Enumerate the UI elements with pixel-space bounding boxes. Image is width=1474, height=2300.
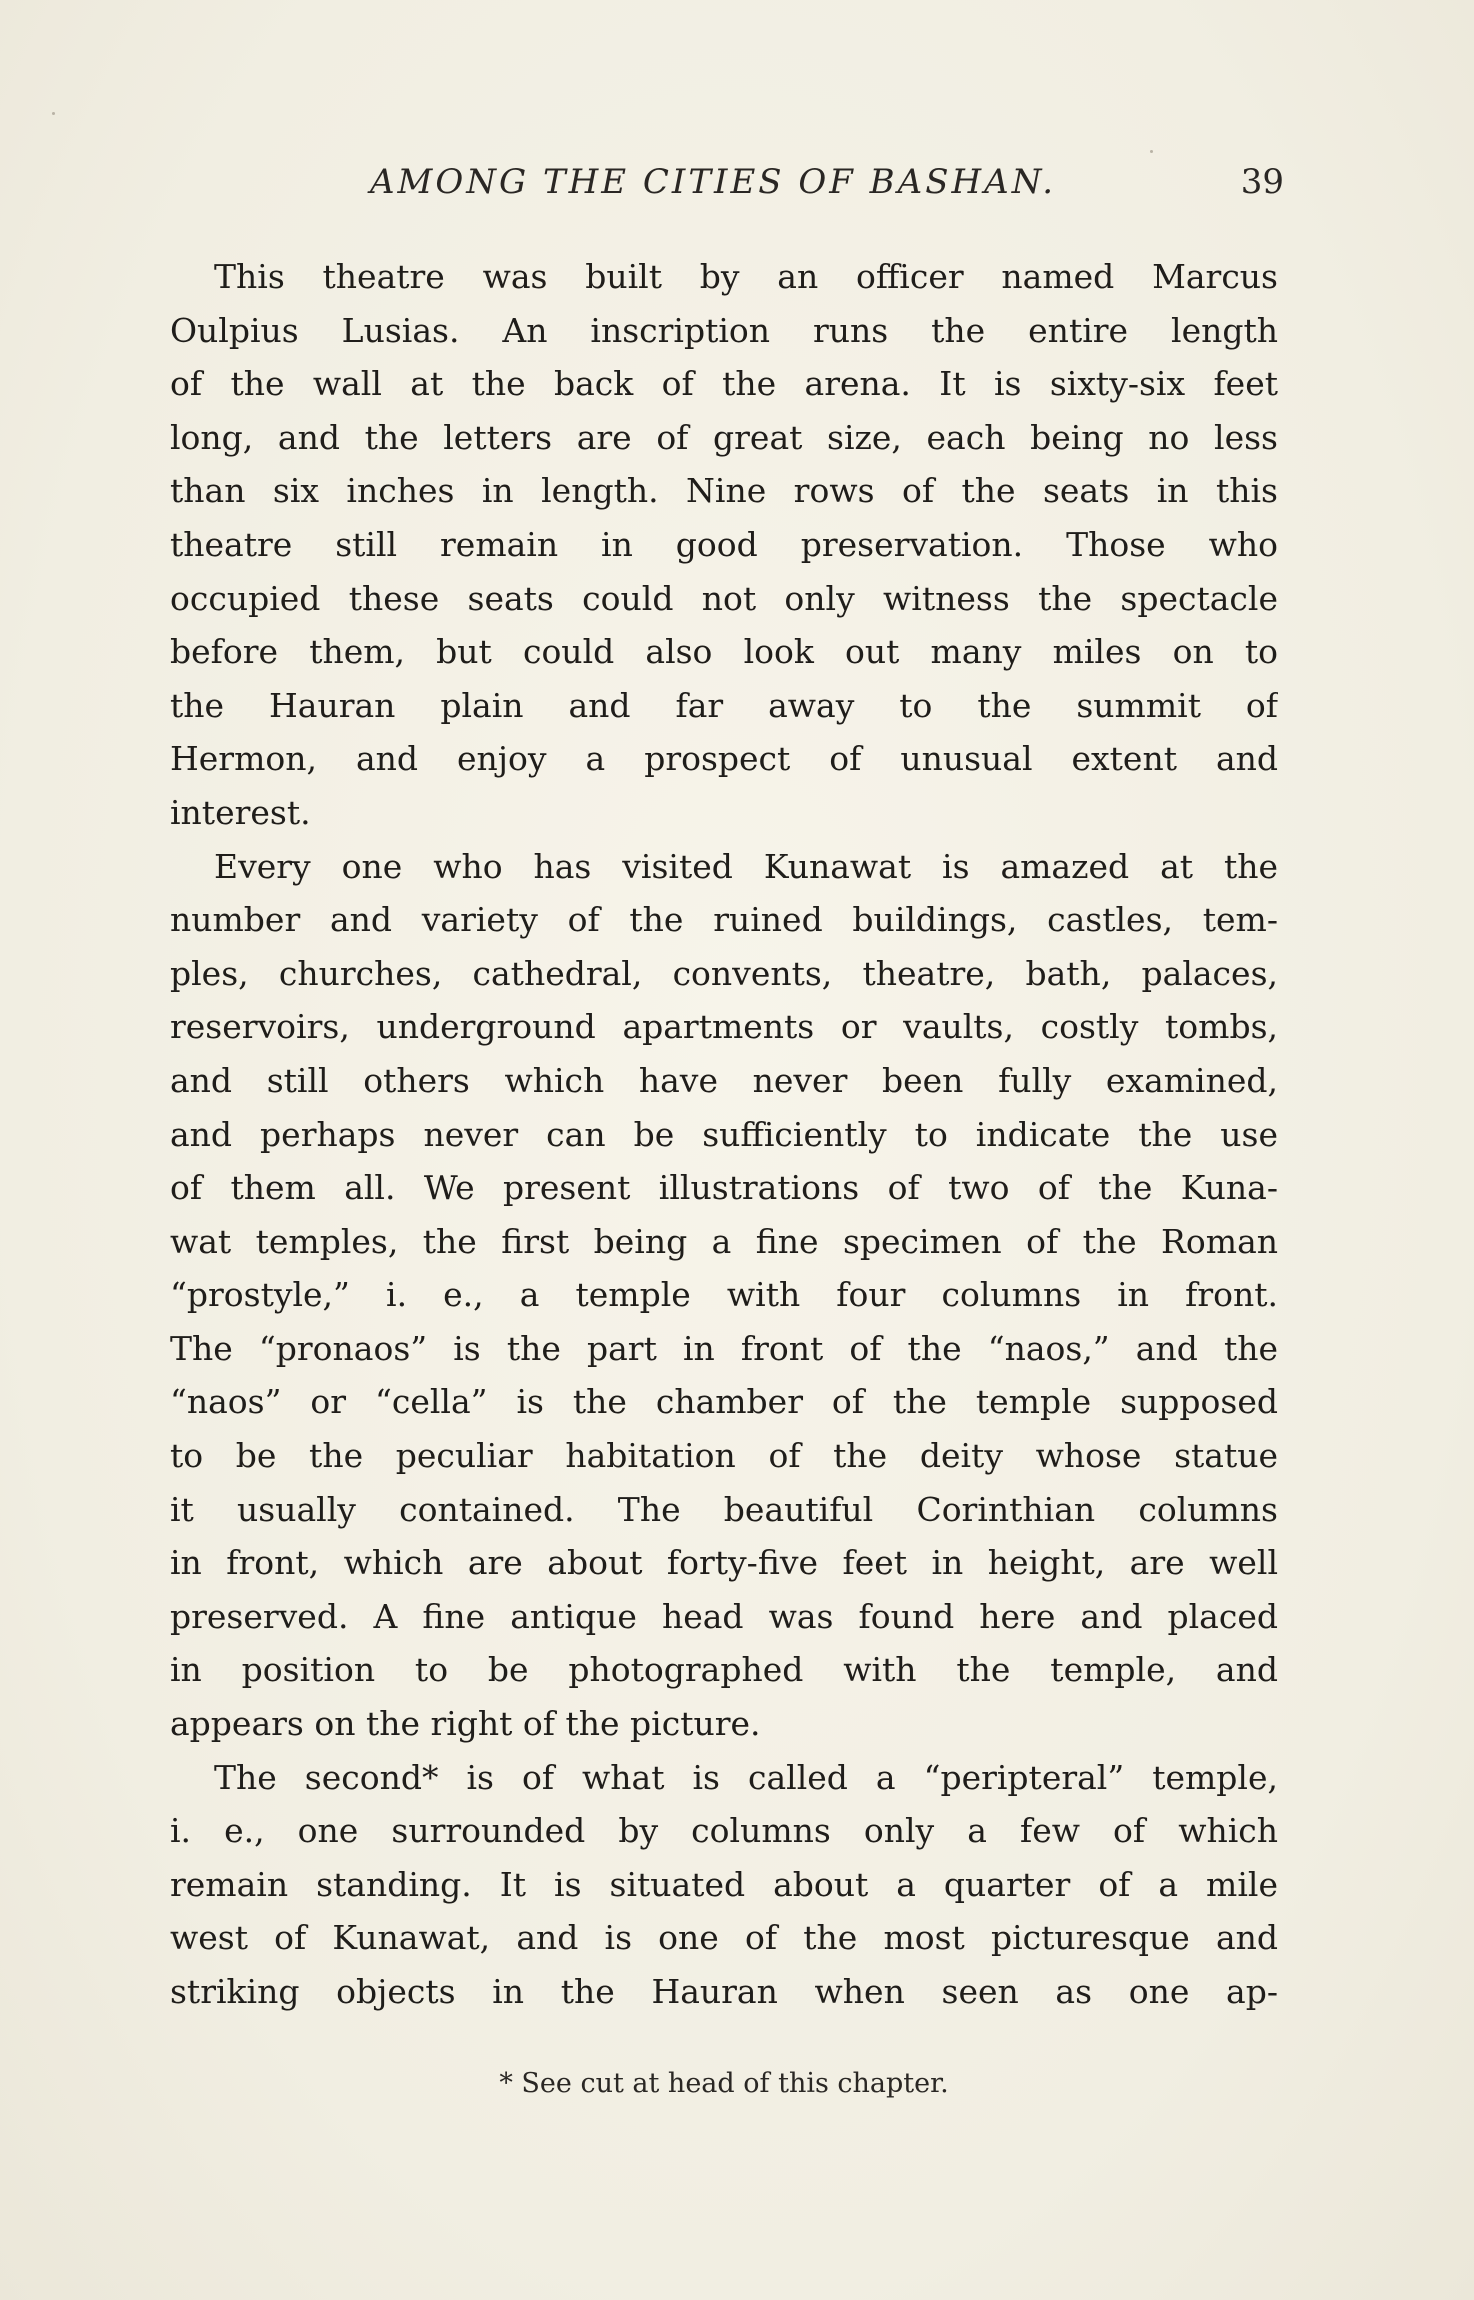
text-line: This theatre was built by an officer named Marcus [214,257,1278,296]
text-line: The “pronaos” is the part in front of the “naos,” and the [170,1328,1278,1368]
text-line: before them, but could also look out many miles on to [170,632,1278,672]
text-line: appears on the right of the picture. [170,1704,761,1744]
text-line: Every one who has visited Kunawat is amazed at the [214,846,1278,886]
text-line: the Hauran plain and far away to the summit of [170,685,1278,725]
text-line: preserved. A fine antique head was found here and placed [170,1596,1278,1636]
text-line: ples, churches, cathedral, convents, theatre, bath, palaces, [170,953,1278,993]
text-line: of the wall at the back of the arena. It is sixty-six feet [170,364,1278,404]
running-header [170,162,1288,212]
text-line: “prostyle,” i. e., a temple with four columns in front. [170,1275,1278,1315]
text-line: number and variety of the ruined buildings, castles, tem- [170,900,1278,940]
text-line: theatre still remain in good preservation. Those who [170,524,1278,564]
text-line: and perhaps never can be sufficiently to indicate the use [170,1114,1278,1154]
text-line: The second* is of what is called a “peripteral” temple, [214,1757,1278,1797]
text-line: striking objects in the Hauran when seen as one ap- [170,1972,1278,2011]
text-line: it usually contained. The beautiful Corinthian columns [170,1489,1278,1529]
text-line: “naos” or “cella” is the chamber of the temple supposed [170,1382,1278,1422]
running-title: AMONG THE CITIES OF BASHAN. [370,162,1057,202]
text-line: remain standing. It is situated about a quarter of a mile [170,1864,1278,1904]
text-line: Hermon, and enjoy a prospect of unusual extent and [170,739,1278,779]
text-line: wat temples, the first being a fine specimen of the Roman [170,1221,1278,1261]
text-line: to be the peculiar habitation of the deity whose statue [170,1436,1278,1476]
text-line: Oulpius Lusias. An inscription runs the entire length [170,310,1278,350]
text-line: occupied these seats could not only witness the spectacle [170,578,1278,618]
text-line: in front, which are about forty-five feet in height, are well [170,1543,1278,1583]
text-line: interest. [170,792,311,832]
body-text [170,250,1278,2019]
paper-speck [1150,150,1153,153]
text-line: in position to be photographed with the temple, and [170,1650,1278,1690]
text-line: than six inches in length. Nine rows of the seats in this [170,471,1278,511]
text-line: i. e., one surrounded by columns only a few of which [170,1811,1278,1851]
text-line: reservoirs, underground apartments or vaults, costly tombs, [170,1007,1278,1047]
text-line: and still others which have never been fully examined, [170,1060,1278,1100]
text-line: of them all. We present illustrations of two of the Kuna- [170,1168,1278,1208]
paper-speck [52,112,55,115]
text-line: west of Kunawat, and is one of the most picturesque and [170,1918,1278,1958]
page-number: 39 [1240,162,1284,202]
footnote: * See cut at head of this chapter. [499,2068,949,2099]
text-line: long, and the letters are of great size, each being no less [170,417,1278,457]
